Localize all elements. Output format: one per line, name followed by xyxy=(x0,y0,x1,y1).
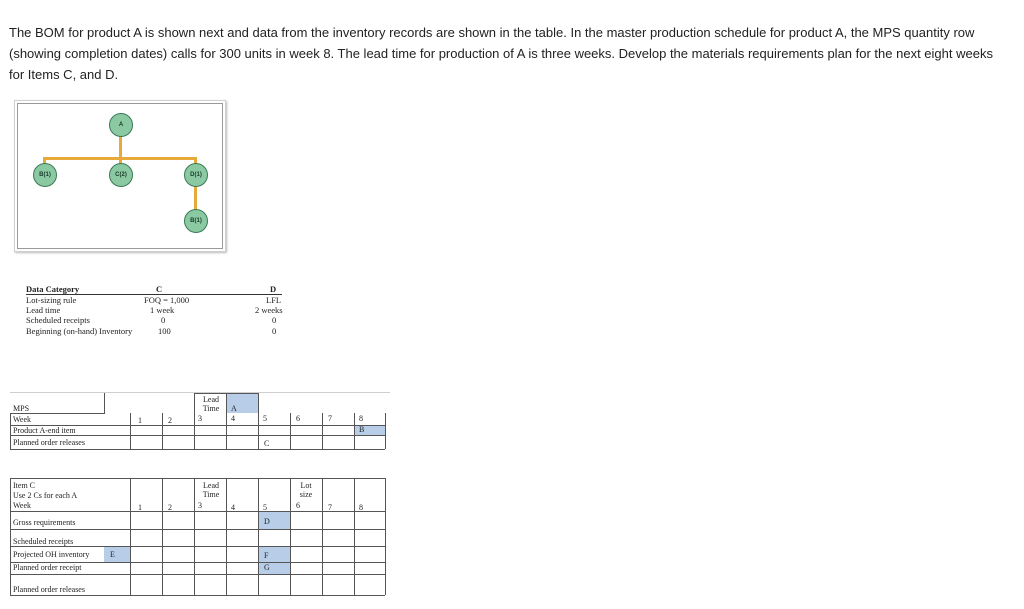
item-c-week-5: 5 xyxy=(263,503,267,512)
mps-lead-time-label: Lead Time xyxy=(202,395,220,413)
data-category-header: Data Category xyxy=(26,284,80,294)
mps-week-2: 2 xyxy=(168,416,172,425)
mps-week-7: 7 xyxy=(328,414,332,423)
item-c-ohi-week5-mark: F xyxy=(264,551,269,560)
lot-sizing-d: LFL xyxy=(266,295,282,305)
beginning-inventory-c: 100 xyxy=(158,326,171,336)
item-c-gross-mark: D xyxy=(264,517,270,526)
item-c-week-4: 4 xyxy=(231,503,235,512)
item-c-week-2: 2 xyxy=(168,503,172,512)
lot-sizing-c: FOQ = 1,000 xyxy=(144,295,190,305)
item-c-row-planned-receipt: Planned order receipt xyxy=(13,563,82,572)
item-c-title: Item C xyxy=(13,481,35,490)
lead-time-c: 1 week xyxy=(150,305,175,315)
column-c-header: C xyxy=(156,284,163,294)
item-c-row-planned-releases: Planned order releases xyxy=(13,585,85,594)
beginning-inventory-d: 0 xyxy=(272,326,277,336)
row-label-beginning-inventory: Beginning (on-hand) Inventory xyxy=(26,326,133,336)
mps-planned-release-mark: C xyxy=(264,439,270,448)
mps-week-6: 6 xyxy=(296,414,300,423)
mps-row-planned-releases: Planned order releases xyxy=(13,438,85,447)
mps-row-product-a: Product A-end item xyxy=(13,426,76,435)
column-d-header: D xyxy=(270,284,277,294)
mps-week-1: 1 xyxy=(138,416,142,425)
bom-node-b-under-d: B(1) xyxy=(184,209,208,233)
item-c-week-7: 7 xyxy=(328,503,332,512)
item-c-receipt-mark: G xyxy=(264,563,270,572)
item-c-row-week: Week xyxy=(13,501,32,510)
problem-statement: The BOM for product A is shown next and data from the inventory records are shown in the table. In the master production schedule for product A, the MPS quantity row (showing completion dates) calls for 300 units in week 8. The lead time for production of A is three weeks. Develop the materials requirements plan for the next eight weeks for Items C, and D. xyxy=(9,25,993,82)
mps-week-5: 5 xyxy=(263,414,267,423)
item-c-week-8: 8 xyxy=(359,503,363,512)
item-c-lot-size-label: Lot size xyxy=(299,481,313,499)
mps-week-4: 4 xyxy=(231,414,235,423)
item-c-week-3: 3 xyxy=(198,501,202,510)
row-label-scheduled-receipts: Scheduled receipts xyxy=(26,315,90,325)
inventory-records xyxy=(26,284,296,344)
item-c-subtitle: Use 2 Cs for each A xyxy=(13,491,78,500)
scheduled-receipts-c: 0 xyxy=(161,315,166,325)
row-label-lot-sizing: Lot-sizing rule xyxy=(26,295,77,305)
bom-diagram xyxy=(14,100,226,252)
lead-time-d: 2 weeks xyxy=(255,305,283,315)
bom-node-d: D(1) xyxy=(184,163,208,187)
mps-title: MPS xyxy=(13,404,30,413)
scheduled-receipts-d: 0 xyxy=(272,315,277,325)
mps-row-week: Week xyxy=(13,415,32,424)
row-label-lead-time: Lead time xyxy=(26,305,61,315)
mps-week-3: 3 xyxy=(198,414,202,423)
item-c-week-1: 1 xyxy=(138,503,142,512)
bom-node-a: A xyxy=(109,113,133,137)
item-c-row-gross: Gross requirements xyxy=(13,518,76,527)
mps-lead-time-value: A xyxy=(231,404,237,413)
bom-node-c: C(2) xyxy=(109,163,133,187)
item-c-row-projected-oh: Projected OH inventory xyxy=(13,550,90,559)
item-c-row-scheduled-receipts: Scheduled receipts xyxy=(13,537,74,546)
mps-week8-value: B xyxy=(359,425,365,434)
mps-week-8: 8 xyxy=(359,414,363,423)
item-c-week-6: 6 xyxy=(296,501,300,510)
item-c-ohi-mark: E xyxy=(110,550,115,559)
bom-node-b: B(1) xyxy=(33,163,57,187)
item-c-lead-time-label: Lead Time xyxy=(202,481,220,499)
